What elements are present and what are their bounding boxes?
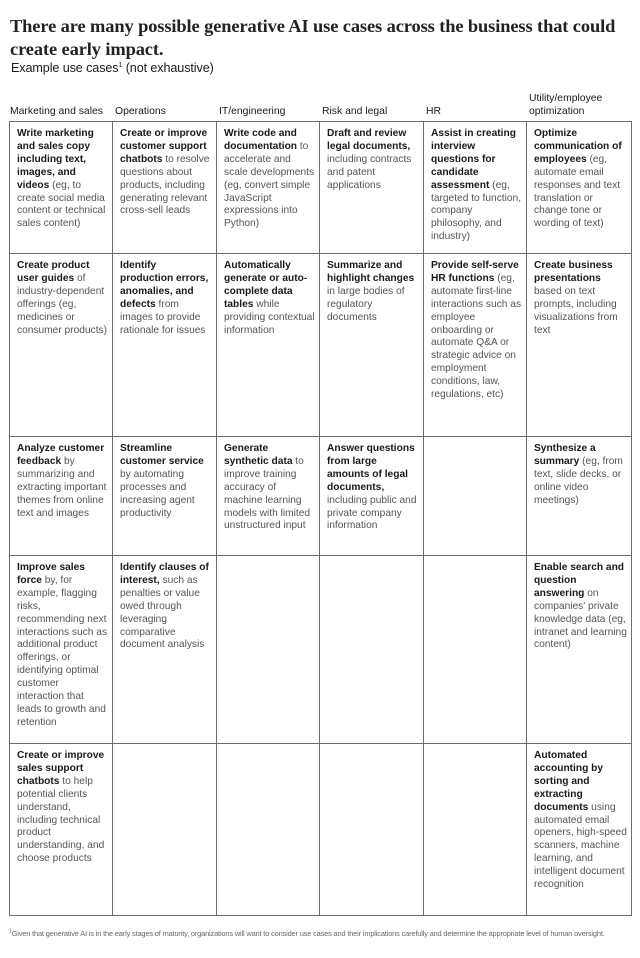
- cell-utility-employee: [527, 744, 632, 916]
- cell-hr: [424, 254, 527, 437]
- use-case-title: Generate synthetic data: [224, 443, 293, 467]
- cell-operations: [113, 556, 217, 744]
- table-row: [10, 556, 632, 744]
- use-case-description: to resolve questions about products, including generating relevant cross-sell leads: [120, 153, 210, 217]
- table-row: [10, 744, 632, 916]
- footnote: [9, 929, 619, 939]
- use-case-title: Assist in creating interview questions for candidate assessment: [431, 128, 516, 191]
- cell-hr: [424, 744, 527, 916]
- use-case-description: including public and private company information: [327, 494, 417, 532]
- cell-it-engineering: [217, 556, 320, 744]
- use-case-description: in large bodies of regulatory documents: [327, 285, 405, 323]
- footnote-marker: 1: [9, 928, 12, 935]
- use-case-title: Enable search and question answering: [534, 562, 625, 599]
- cell-operations: [113, 437, 217, 556]
- use-case-table: [9, 121, 632, 916]
- cell-utility-employee: [527, 556, 632, 744]
- use-case-title: Analyze customer feedback: [17, 443, 105, 467]
- cell-it-engineering: [217, 122, 320, 254]
- cell-hr: [424, 556, 527, 744]
- table-row: [10, 437, 632, 556]
- cell-risk-legal: [320, 556, 424, 744]
- use-case-title: Automated accounting by sorting and extracting documents: [534, 750, 604, 813]
- cell-it-engineering: [217, 254, 320, 437]
- use-case-description: including contracts and patent applications: [327, 153, 412, 191]
- caption-suffix: (not exhaustive): [122, 61, 214, 75]
- use-case-title: Create business presentations: [534, 260, 613, 284]
- use-case-description: to improve training accuracy of machine learning models with limited unstructured input: [224, 455, 311, 532]
- use-case-description: to help potential clients understand, including technical product understanding, and choose products: [17, 775, 105, 865]
- use-case-title: Summarize and highlight changes: [327, 260, 415, 284]
- use-case-description: to accelerate and scale developments (eg, convert simple JavaScript expressions into Python): [224, 140, 315, 230]
- column-header-marketing-sales: Marketing and sales: [10, 106, 103, 117]
- cell-marketing-sales: [10, 254, 113, 437]
- cell-risk-legal: [320, 437, 424, 556]
- use-case-title: Identify clauses of interest,: [120, 562, 209, 586]
- cell-utility-employee: [527, 254, 632, 437]
- footnote-marker: 1: [118, 61, 123, 69]
- use-case-description: (eg, from text, slide decks, or online video meetings): [534, 455, 623, 506]
- column-header-utility-employee: Utility/employee optimization: [529, 93, 603, 117]
- use-case-description: based on text prompts, including visualizations from text: [534, 285, 618, 336]
- use-case-description: by automating processes and increasing agent productivity: [120, 468, 195, 519]
- table-row: [10, 122, 632, 254]
- use-case-description: by summarizing and extracting important themes from online text and images: [17, 455, 107, 519]
- cell-operations: [113, 744, 217, 916]
- use-case-description: (eg, automate email responses and text translation or change tone or wording of text): [534, 153, 621, 230]
- cell-operations: [113, 122, 217, 254]
- column-header-operations: Operations: [115, 106, 166, 117]
- use-case-title: Improve sales force: [17, 562, 85, 586]
- cell-utility-employee: [527, 122, 632, 254]
- use-case-description: of industry-dependent offerings (eg, medicines or consumer products): [17, 272, 108, 336]
- caption-text: Example use cases: [11, 61, 119, 75]
- cell-it-engineering: [217, 744, 320, 916]
- use-case-title: Write marketing and sales copy including text, images, and videos: [17, 128, 94, 191]
- use-case-title: Streamline customer service: [120, 443, 204, 467]
- use-case-description: by, for example, flagging risks, recommending next interactions such as additional product offerings, or identifying optimal customer interaction that leads to growth and retention: [17, 574, 108, 728]
- use-case-title: Optimize communication of employees: [534, 128, 622, 165]
- use-case-title: Write code and documentation: [224, 128, 298, 152]
- cell-risk-legal: [320, 254, 424, 437]
- cell-operations: [113, 254, 217, 437]
- use-case-description: (eg, to create social media content or technical sales content): [17, 179, 106, 230]
- use-case-title: Draft and review legal documents,: [327, 128, 411, 152]
- cell-marketing-sales: [10, 744, 113, 916]
- use-case-description: from images to provide rationale for issues: [120, 298, 206, 336]
- column-header-risk-legal: Risk and legal: [322, 106, 388, 117]
- use-case-description: such as penalties or value owed through leveraging comparative document analysis: [120, 574, 205, 651]
- cell-marketing-sales: [10, 122, 113, 254]
- cell-hr: [424, 122, 527, 254]
- use-case-title: Synthesize a summary: [534, 443, 596, 467]
- use-case-title: Answer questions from large amounts of legal documents,: [327, 443, 415, 493]
- use-case-description: (eg, targeted to function, company philosophy, and industry): [431, 179, 522, 243]
- cell-utility-employee: [527, 437, 632, 556]
- use-case-description: (eg, automate first-line interactions such as employee onboarding or automate Q&A or strategic advice on employment conditions, law, regulations, etc): [431, 272, 522, 401]
- table-row: [10, 254, 632, 437]
- use-case-description: using automated email openers, high-speed scanners, machine learning, and intelligent document recognition: [534, 801, 627, 891]
- use-case-title: Automatically generate or auto-complete data tables: [224, 260, 308, 310]
- cell-risk-legal: [320, 122, 424, 254]
- cell-risk-legal: [320, 744, 424, 916]
- use-case-title: Create product user guides: [17, 260, 90, 284]
- use-case-title: Create or improve customer support chatbots: [120, 128, 208, 165]
- table-caption: [11, 61, 214, 75]
- use-case-description: on companies' private knowledge data (eg, intranet and learning content): [534, 587, 627, 651]
- footnote-text: Given that generative AI is in the early stages of maturity, organizations will want to consider use cases and their implications carefully and determine the appropriate level of human oversight.: [11, 929, 605, 938]
- use-case-title: Identify production errors, anomalies, and defects: [120, 260, 209, 310]
- column-header-hr: HR: [426, 106, 442, 117]
- column-headers: [9, 90, 631, 118]
- cell-hr: [424, 437, 527, 556]
- use-case-title: Create or improve sales support chatbots: [17, 750, 105, 787]
- cell-it-engineering: [217, 437, 320, 556]
- use-case-title: Provide self-serve HR functions: [431, 260, 519, 284]
- page-title: There are many possible generative AI use cases across the business that could create early impact.: [10, 16, 616, 60]
- cell-marketing-sales: [10, 437, 113, 556]
- column-header-it-engineering: IT/engineering: [219, 106, 286, 117]
- cell-marketing-sales: [10, 556, 113, 744]
- use-case-description: while providing contextual information: [224, 298, 315, 336]
